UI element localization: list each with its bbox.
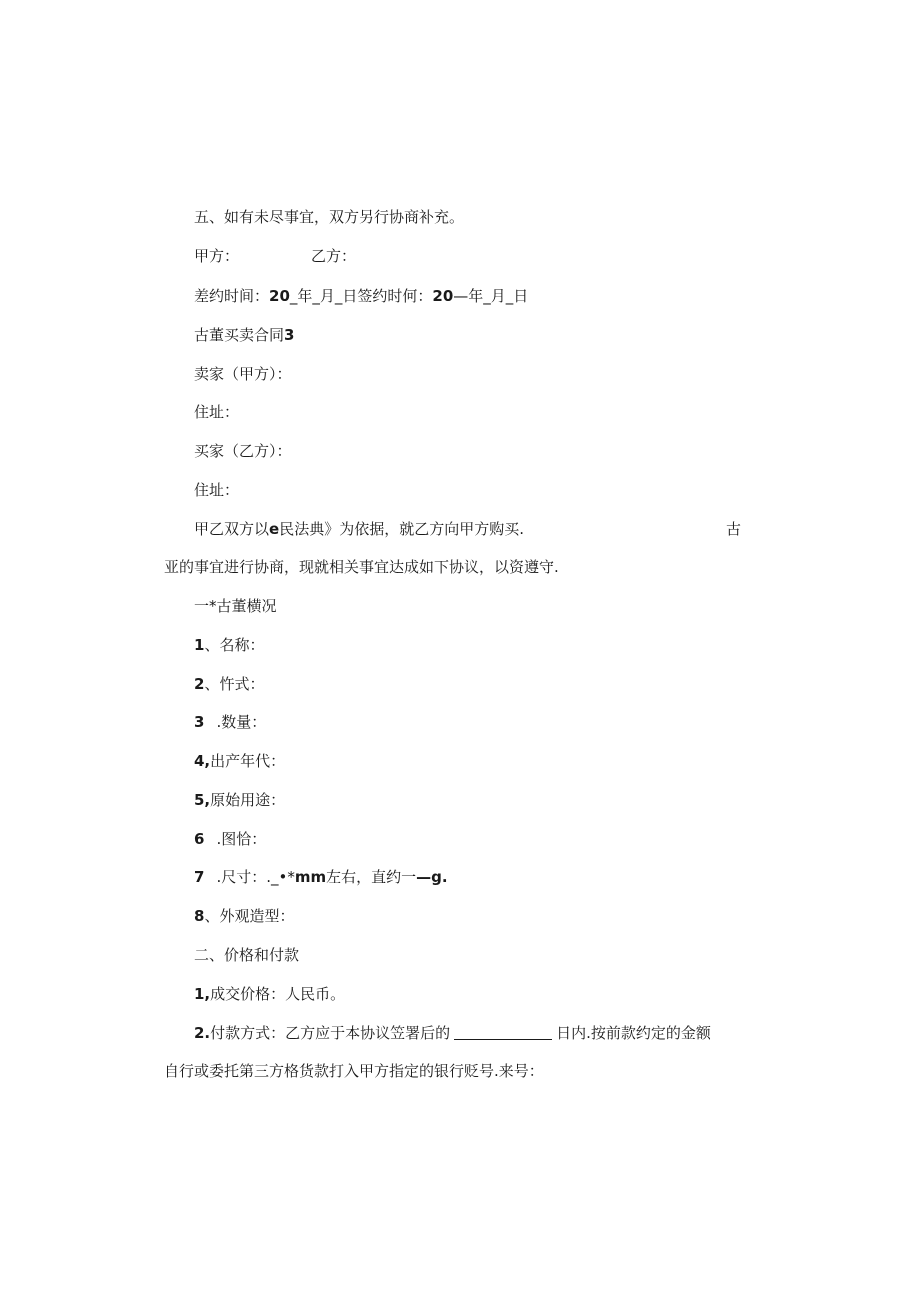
price-line xyxy=(194,984,345,1004)
payment-text-b: 日内.按前款约定的金额 xyxy=(556,1024,711,1042)
section-one-heading xyxy=(194,596,277,616)
party-signatures xyxy=(194,246,356,266)
item-quantity-number: 3 xyxy=(194,713,205,731)
signing-date-label: 差约时间： xyxy=(194,287,270,305)
preamble-continuation: 亚的事宜进行协商，现就相关事宜达成如下协议，以资遵守. xyxy=(164,558,559,576)
signing-date-rest: _年_月_日签约时何： xyxy=(289,287,433,305)
preamble-text-a: 甲乙双方以 xyxy=(194,520,270,538)
preamble-text-b: e xyxy=(269,520,280,538)
item-style xyxy=(194,674,264,694)
preamble-line-2 xyxy=(164,557,559,577)
seller-address-label: 住址： xyxy=(194,403,240,421)
item-size-desc: 左右，直约一 xyxy=(326,868,417,886)
payment-continuation: 自行或委托第三方格货款打入甲方指定的银行贬号.来号： xyxy=(164,1062,544,1080)
item-size xyxy=(194,867,448,887)
item-name-label: 、名称： xyxy=(204,636,265,654)
item-quantity xyxy=(194,712,266,732)
signing-year-prefix-2: 20 xyxy=(432,287,454,305)
item-size-number: 7 xyxy=(194,868,205,886)
item-name-number: 1 xyxy=(194,636,205,654)
clause-five-text: 五、如有未尽事宜，双方另行协商补充。 xyxy=(194,208,465,226)
signing-date-rest-2: —年_月_日 xyxy=(453,287,529,305)
party-a-label: 甲方： xyxy=(194,247,240,265)
contract-title-number: 3 xyxy=(284,326,295,344)
item-pattern-number: 6 xyxy=(194,830,205,848)
buyer-label: 买家（乙方）： xyxy=(194,442,292,460)
section-two-heading xyxy=(194,945,299,965)
signing-dates xyxy=(194,286,528,306)
preamble-trailing-char xyxy=(726,519,741,539)
buyer-address-label: 住址： xyxy=(194,481,240,499)
item-name xyxy=(194,635,264,655)
clause-five xyxy=(194,207,464,227)
item-era-label: 出产年代： xyxy=(210,752,286,770)
section-one-title: 一*古董横况 xyxy=(194,597,277,615)
buyer-line xyxy=(194,441,292,461)
item-appearance xyxy=(194,906,294,926)
item-era xyxy=(194,751,285,771)
price-label: 成交价格：人民币。 xyxy=(210,985,346,1003)
party-b-label: 乙方： xyxy=(311,247,357,265)
item-size-unit: mm xyxy=(294,868,327,886)
payment-days-blank xyxy=(454,1025,552,1040)
item-size-label: .尺寸：._•* xyxy=(216,868,295,886)
contract-title-text: 古董买卖合同 xyxy=(194,326,285,344)
payment-text-a: 付款方式：乙方应于本协议笠署后的 xyxy=(210,1024,451,1042)
preamble-line-1 xyxy=(194,519,754,539)
item-quantity-label: .数量： xyxy=(216,713,267,731)
item-era-number: 4, xyxy=(194,752,211,770)
item-size-weight: —g. xyxy=(416,868,448,886)
seller-label: 卖家（甲方）： xyxy=(194,365,292,383)
item-appearance-label: 、外观造型： xyxy=(204,907,295,925)
payment-line-2 xyxy=(164,1061,544,1081)
seller-line xyxy=(194,364,292,384)
preamble-text-c: 民法典》为依据，就乙方向甲方购买. xyxy=(279,520,524,538)
item-appearance-number: 8 xyxy=(194,907,205,925)
section-two-title: 二、价格和付款 xyxy=(194,946,300,964)
signing-year-prefix: 20 xyxy=(269,287,290,305)
buyer-address-line xyxy=(194,480,239,500)
item-use xyxy=(194,790,285,810)
preamble-text-d: 古 xyxy=(726,520,742,538)
price-number: 1, xyxy=(194,985,211,1003)
item-use-label: 原始用途： xyxy=(210,791,286,809)
item-style-label: 、忤式： xyxy=(204,675,265,693)
item-style-number: 2 xyxy=(194,675,205,693)
seller-address-line xyxy=(194,402,239,422)
item-pattern xyxy=(194,829,266,849)
contract-title xyxy=(194,325,294,345)
payment-line-1 xyxy=(194,1023,711,1043)
item-pattern-label: .图恰： xyxy=(216,830,267,848)
payment-number: 2. xyxy=(194,1024,211,1042)
item-use-number: 5, xyxy=(194,791,211,809)
